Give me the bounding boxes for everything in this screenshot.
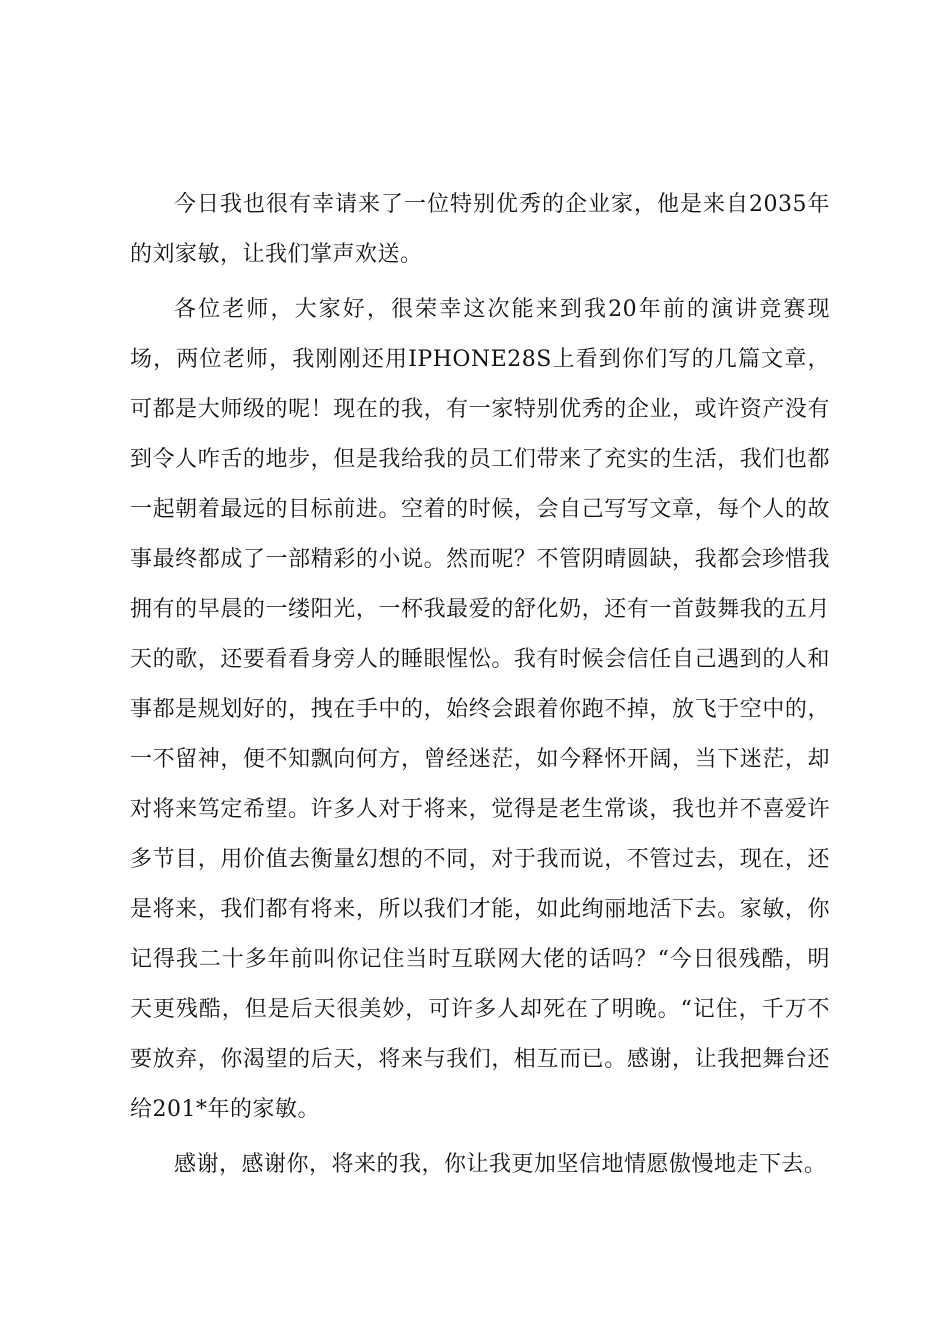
document-body bbox=[130, 180, 830, 1195]
paragraph-closing: 感谢，感谢你，将来的我，你让我更加坚信地情愿傲慢地走下去。 bbox=[174, 1152, 827, 1177]
paragraph-speech: 各位老师，大家好，很荣幸这次能来到我20年前的演讲竞赛现场，两位老师，我刚刚还用IPHONE28S上看到你们写的几篇文章，可都是大师级的呢！现在的我，有一家特别优秀的企业，或许资产没有到令人咋舌的地步，但是我给我的员工们带来了充实的生活，我们也都一起朝着最远的目标前进。空着的时候，会自己写写文章，每个人的故事最终都成了一部精彩的小说。然而呢？不管阴晴圆缺，我都会珍惜我拥有的早晨的一缕阳光，一杯我最爱的舒化奶，还有一首鼓舞我的五月天的歌，还要看看身旁人的睡眼惺忪。我有时候会信任自己遇到的人和事都是规划好的，拽在手中的，始终会跟着你跑不掉，放飞于空中的，一不留神，便不知飘向何方，曾经迷茫，如今释怀开阔，当下迷茫，却对将来笃定希望。许多人对于将来，觉得是老生常谈，我也并不喜爱许多节目，用价值去衡量幻想的不同，对于我而说，不管过去，现在，还是将来，我们都有将来，所以我们才能，如此绚丽地活下去。家敏，你记得我二十多年前叫你记住当时互联网大佬的话吗？“今日很残酷，明天更残酷，但是后天很美妙，可许多人却死在了明晚。“记住，千万不要放弃，你渴望的后天，将来与我们，相互而已。感谢，让我把舞台还给201*年的家敏。 bbox=[130, 297, 830, 1122]
paragraph-intro: 今日我也很有幸请来了一位特别优秀的企业家，他是来自2035年的刘家敏，让我们掌声欢送。 bbox=[130, 192, 830, 267]
